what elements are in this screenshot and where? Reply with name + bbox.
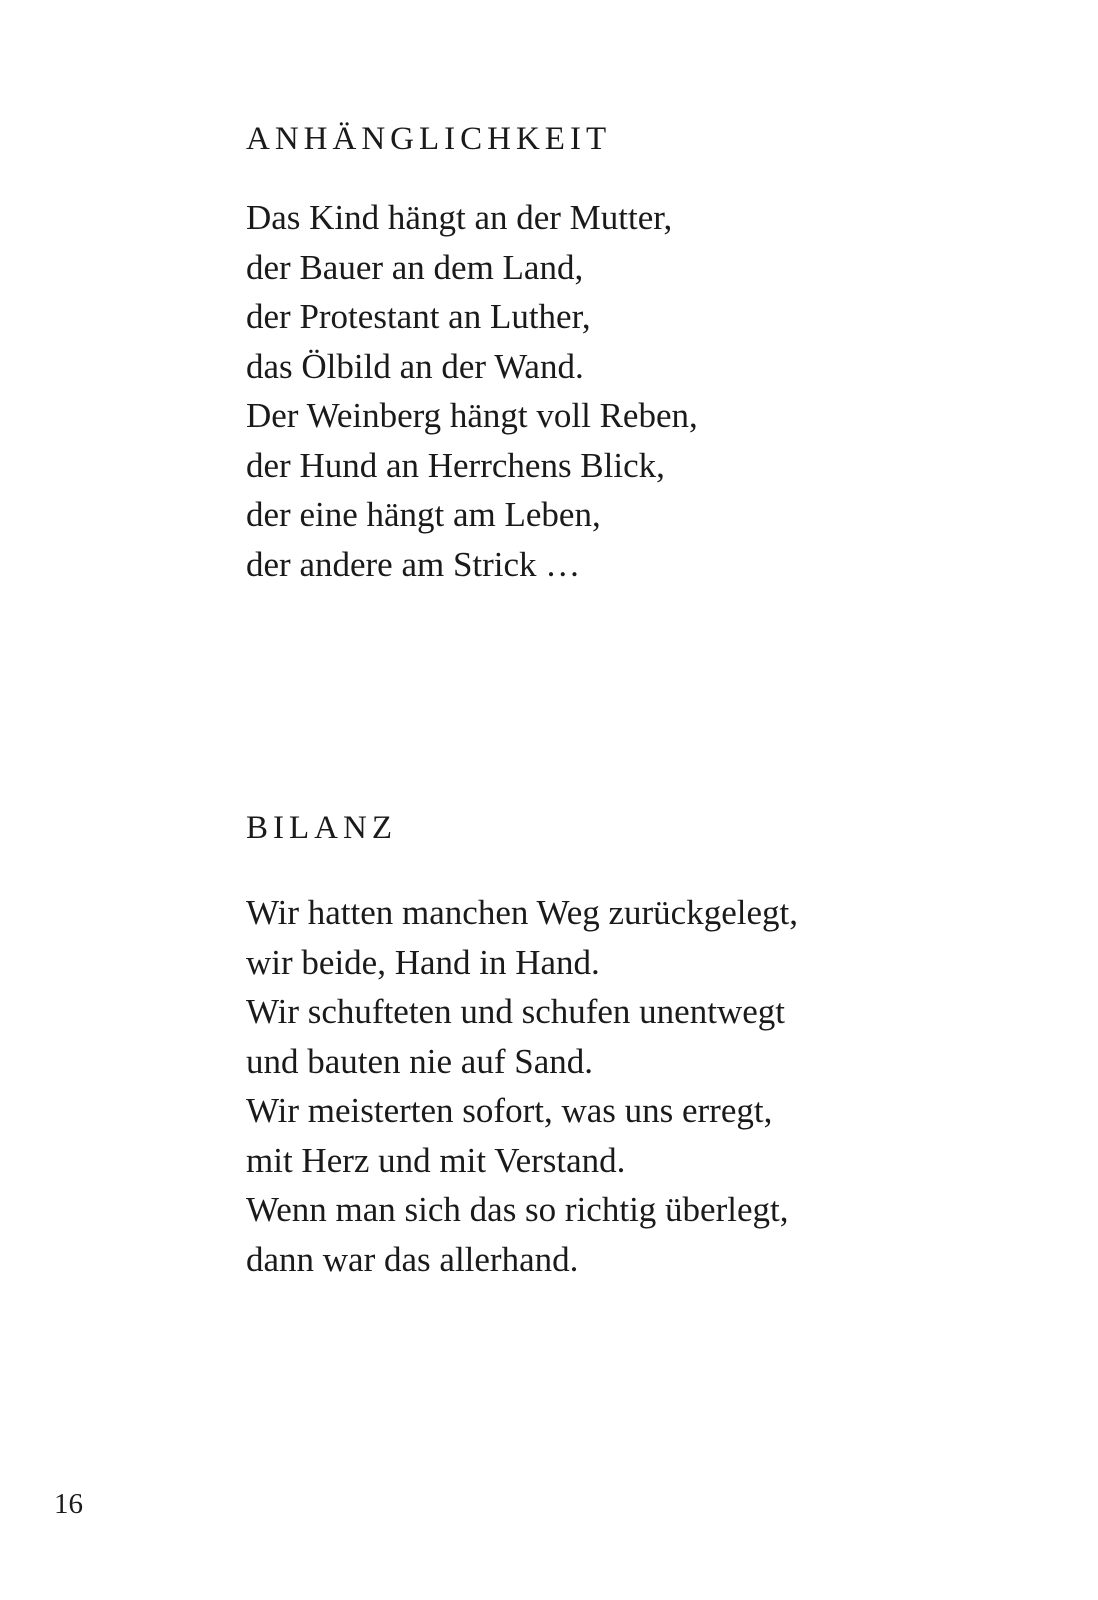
poem-line: Wir meisterten sofort, was uns erregt, bbox=[246, 1091, 773, 1130]
poem-line: der Hund an Herrchens Blick, bbox=[246, 445, 665, 485]
poem-bilanz bbox=[246, 808, 1046, 1284]
page-number: 16 bbox=[54, 1488, 83, 1520]
poem-line: der eine hängt am Leben, bbox=[246, 495, 601, 534]
poem-title: ANHÄNGLICHKEIT bbox=[246, 121, 612, 157]
poem-line: Wenn man sich das so richtig überlegt, bbox=[246, 1190, 789, 1229]
poem-line: dann war das allerhand. bbox=[246, 1239, 579, 1279]
poem-line: und bauten nie auf Sand. bbox=[246, 1041, 593, 1081]
poem-lines bbox=[246, 888, 1046, 1284]
poem-title: BILANZ bbox=[246, 810, 397, 846]
poem-anhaenglichkeit bbox=[246, 119, 1046, 589]
poem-line: Das Kind hängt an der Mutter, bbox=[246, 198, 673, 237]
poem-line: mit Herz und mit Verstand. bbox=[246, 1140, 626, 1180]
poem-line: der Bauer an dem Land, bbox=[246, 247, 584, 287]
poem-line: Wir hatten manchen Weg zurückgelegt, bbox=[246, 893, 798, 932]
poem-line: Der Weinberg hängt voll Reben, bbox=[246, 396, 698, 435]
poem-line: Wir schufteten und schufen unentwegt bbox=[246, 992, 785, 1031]
poem-line: der andere am Strick … bbox=[246, 544, 581, 584]
poem-lines bbox=[246, 193, 1046, 589]
poem-line: wir beide, Hand in Hand. bbox=[246, 942, 600, 982]
poem-line: das Ölbild an der Wand. bbox=[246, 346, 584, 386]
poem-line: der Protestant an Luther, bbox=[246, 297, 591, 336]
